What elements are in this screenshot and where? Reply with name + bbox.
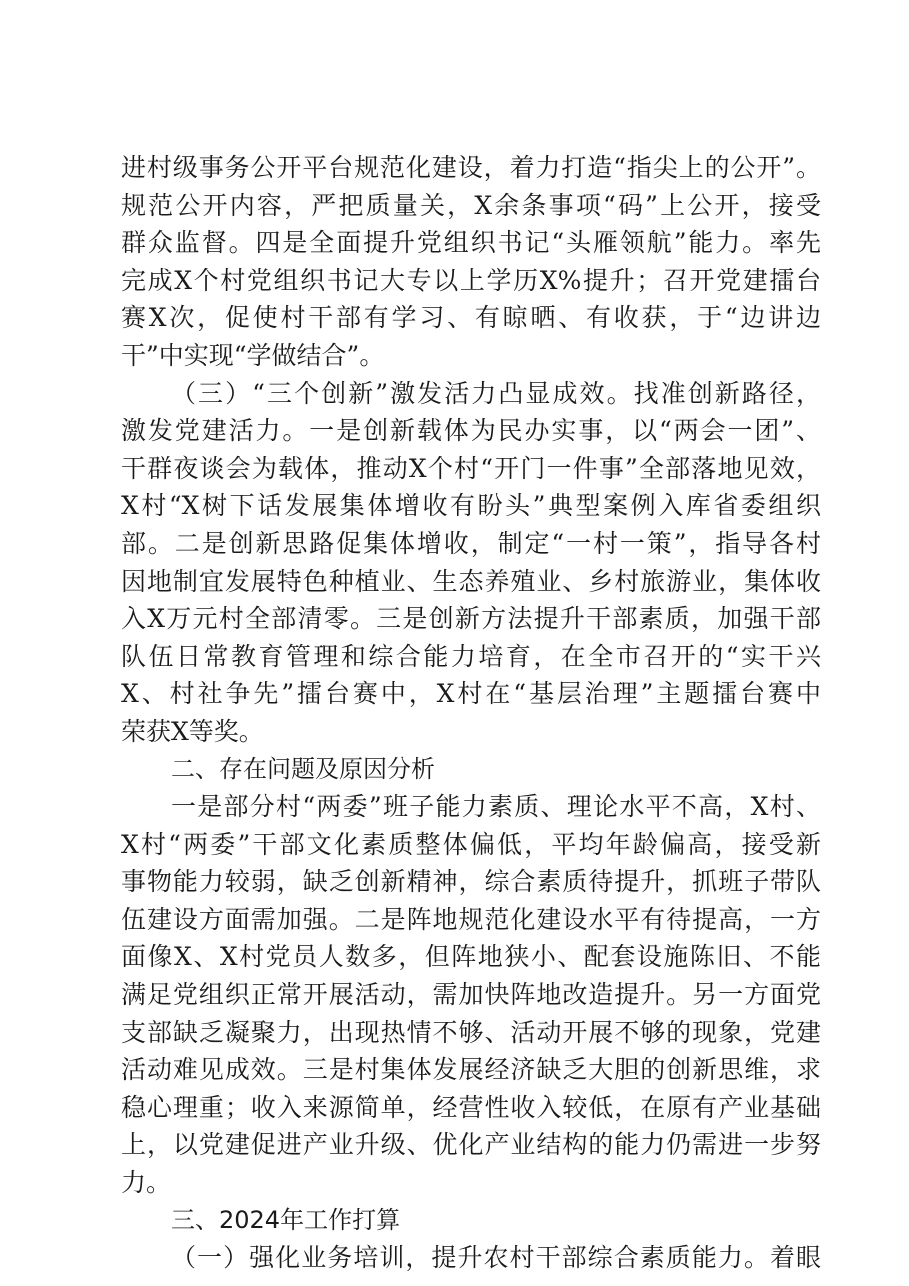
paragraph-line: 活动难见成效。三是村集体发展经济缺乏大胆的创新思维，求	[121, 1055, 821, 1085]
paragraph-line: 荣获X等奖。	[121, 716, 264, 746]
document-body	[121, 149, 821, 1277]
paragraph-line: 事物能力较弱，缺乏创新精神，综合素质待提升，抓班子带队	[121, 867, 821, 897]
paragraph-line: 上，以党建促进产业升级、优化产业结构的能力仍需进一步努	[121, 1130, 821, 1160]
paragraph-line: 队伍日常教育管理和综合能力培育，在全市召开的“实干兴	[121, 641, 821, 671]
paragraph-line: 面像X、X村党员人数多，但阵地狭小、配套设施陈旧、不能	[121, 942, 821, 972]
paragraph-line: 满足党组织正常开展活动，需加快阵地改造提升。另一方面党	[121, 980, 821, 1010]
paragraph-line: 支部缺乏凝聚力，出现热情不够、活动开展不够的现象，党建	[121, 1017, 821, 1047]
paragraph-line: 进村级事务公开平台规范化建设，着力打造“指尖上的公开”。	[121, 153, 821, 182]
paragraph-line: 规范公开内容，严把质量关，X余条事项“码”上公开，接受	[121, 190, 821, 220]
paragraph-line: 部。二是创新思路促集体增收，制定“一村一策”，指导各村	[121, 528, 821, 558]
paragraph-line: 伍建设方面需加强。二是阵地规范化建设水平有待提高，一方	[121, 904, 821, 934]
section-heading-problems: 二、存在问题及原因分析	[171, 754, 435, 783]
section-plan-lead-line: （一）强化业务培训，提升农村干部综合素质能力。着眼	[171, 1243, 821, 1273]
paragraph-line: 完成X个村党组织书记大专以上学历X%提升；召开党建擂台	[121, 265, 821, 295]
paragraph-line: 因地制宜发展特色种植业、生态养殖业、乡村旅游业，集体收	[121, 566, 821, 596]
paragraph-line: 稳心理重；收入来源简单，经营性收入较低，在原有产业基础	[121, 1092, 821, 1122]
paragraph-line: X村“X树下话发展集体增收有盼头”典型案例入库省委组织	[121, 491, 821, 521]
paragraph-line: X、村社争先”擂台赛中，X村在“基层治理”主题擂台赛中	[121, 679, 821, 709]
paragraph-line: X村“两委”干部文化素质整体偏低，平均年龄偏高，接受新	[121, 829, 821, 859]
paragraph-line: 力。	[121, 1168, 172, 1198]
paragraph-line: 干”中实现“学做结合”。	[121, 340, 385, 370]
paragraph-line: 赛X次，促使村干部有学习、有晾晒、有收获，于“边讲边	[121, 303, 821, 333]
section-heading-plans: 三、2024年工作打算	[171, 1205, 401, 1234]
paragraph-line: 干群夜谈会为载体，推动X个村“开门一件事”全部落地见效，	[121, 453, 821, 483]
paragraph-line: 群众监督。四是全面提升党组织书记“头雁领航”能力。率先	[121, 228, 821, 258]
section-3-lead-line: （三）“三个创新”激发活力凸显成效。找准创新路径，	[171, 378, 821, 408]
paragraph-line: 一是部分村“两委”班子能力素质、理论水平不高，X村、	[171, 792, 821, 822]
paragraph-line: 激发党建活力。一是创新载体为民办实事，以“两会一团”、	[121, 416, 821, 446]
paragraph-line: 入X万元村全部清零。三是创新方法提升干部素质，加强干部	[121, 604, 821, 634]
